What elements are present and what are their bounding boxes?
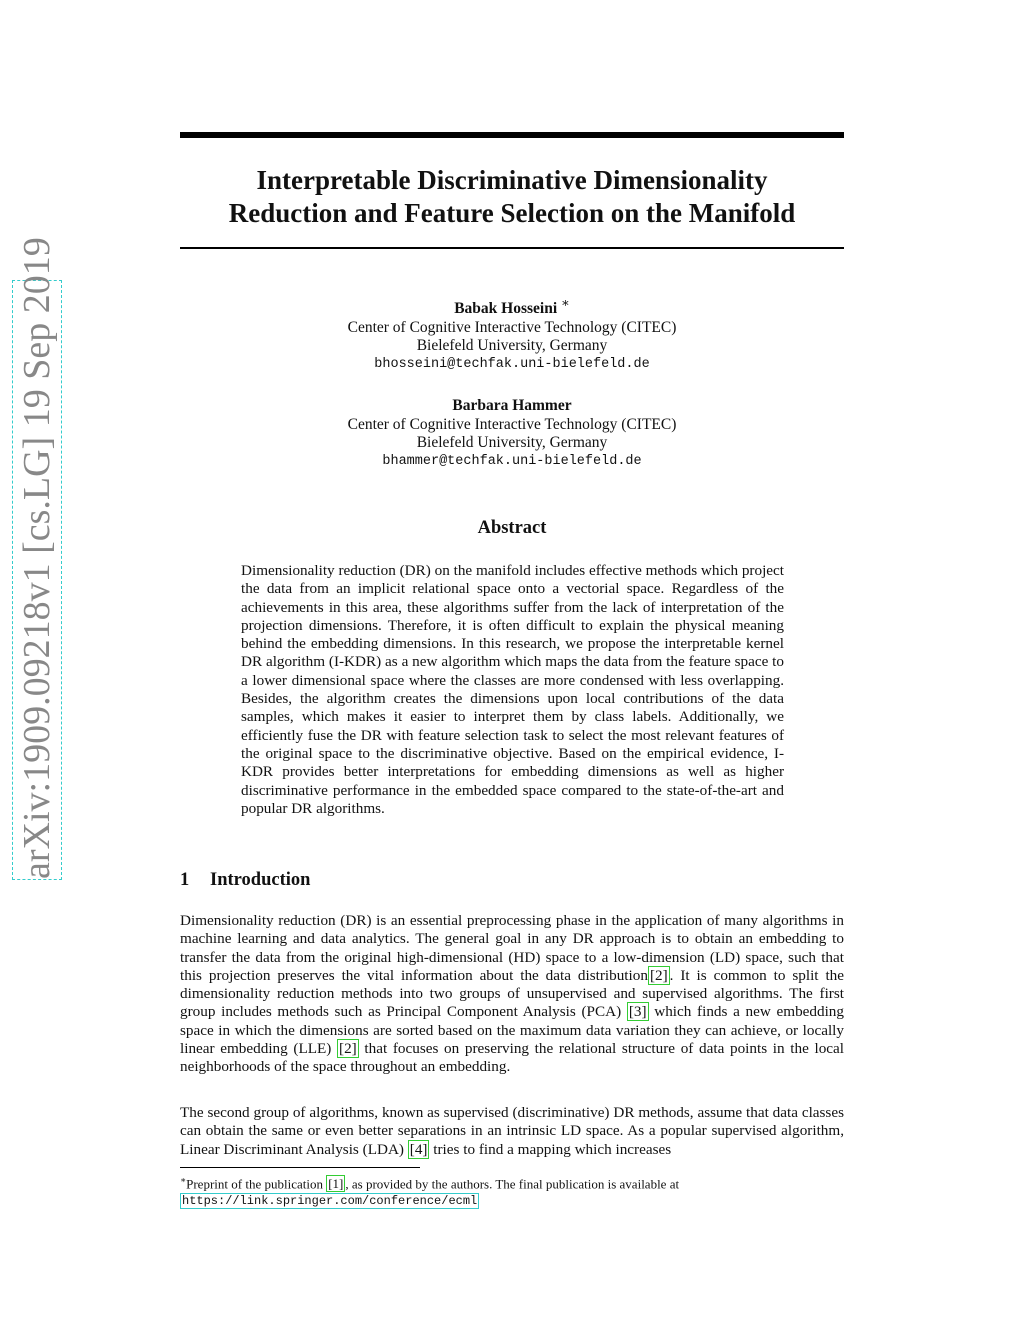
citation-link[interactable]: [4]: [409, 1140, 428, 1158]
section-number: 1: [180, 870, 190, 890]
abstract-text: Dimensionality reduction (DR) on the manifold includes effective methods which project the data from an implicit relational space onto a vectorial space. Regardless of the achievements in this area, these algorithms suffer from the lack of interpretation of the projection dimensions. Therefore, it is often difficult to explain the physical meaning behind the embedding dimensions. In this research, we propose the interpretable kernel DR algorithm (I-KDR) as a new algorithm which maps the data from the feature space to a lower dimensional space where the classes are more condensed with less overlapping. Besides, the algorithm creates the dimensions upon local contributions of the data samples, which makes it easier to interpret them by class labels. Additionally, we efficiently fuse the DR with feature selection task to select the most relevant features of the original space to the discriminative objective. Based on the empirical evidence, I-KDR provides better interpretations for embedding dimensions as well as higher discriminative performance in the embedded space compared to the state-of-the-art and popular DR algorithms.: [241, 562, 784, 817]
section-heading: [180, 870, 310, 891]
intro-paragraph-1: [180, 912, 844, 1077]
author-footnote-marker: ∗: [561, 295, 570, 310]
citation-link[interactable]: [1]: [328, 1176, 344, 1192]
author-institution: Bielefeld University, Germany: [416, 337, 608, 355]
paragraph-text: tries to find a mapping which increases: [429, 1140, 672, 1158]
author-email[interactable]: bhammer@techfak.uni-bielefeld.de: [382, 453, 642, 469]
arxiv-stamp: arXiv:1909.09218v1 [cs.LG] 19 Sep 2019: [12, 280, 62, 880]
publication-url-link[interactable]: https://link.springer.com/conference/ecml: [182, 1194, 478, 1209]
paragraph-text: which finds a new embedding space in which the dimensions are sorted based on the maximum data variation they can achieve, or locally linear embedding (LLE): [180, 1003, 844, 1058]
paragraph-text: . It is common to split the dimensionality reduction methods into two groups of unsupervised and supervised algorithms. The first group includes methods such as Principal Component Analysis (PCA): [180, 966, 844, 1021]
author-block-2: [180, 397, 844, 471]
section-title: Introduction: [210, 870, 311, 890]
title-top-rule: [180, 132, 844, 138]
intro-paragraph-2: [180, 1104, 844, 1159]
footnote-marker: ∗: [180, 1175, 187, 1185]
citation-link[interactable]: [2]: [339, 1040, 357, 1058]
footnote-text: , as provided by the authors. The final publication is available at: [345, 1176, 680, 1192]
paragraph-text: Dimensionality reduction (DR) is an essential preprocessing phase in the application of many algorithms in machine learning and data analytics. The general goal in any DR approach is to obtain an embedding to transfer the data from the original high-dimensional (HD) space to a low-dimension (LD) space, such that this projection preserves the vital information about the data distribution: [180, 912, 844, 984]
paragraph-text: The second group of algorithms, known as supervised (discriminative) DR methods, assume that data classes can obtain the same or even better separations in an intrinsic LD space. As a popular supervised algorithm, Linear Discriminant Analysis (LDA): [180, 1104, 844, 1158]
abstract-heading: Abstract: [477, 518, 547, 538]
author-name: Babak Hosseini: [454, 300, 558, 318]
paragraph-text: that focuses on preserving the relational structure of data points in the local neighborhoods of the space throughout an embedding.: [180, 1040, 844, 1076]
author-institution: Bielefeld University, Germany: [416, 434, 608, 451]
author-name: Barbara Hammer: [452, 397, 572, 414]
citation-link[interactable]: [2]: [649, 966, 668, 984]
author-name-line: [180, 294, 844, 319]
paper-title: [180, 164, 844, 230]
author-affiliation: Center of Cognitive Interactive Technology (CITEC): [347, 318, 677, 336]
title-line-1: Interpretable Discriminative Dimensionality: [256, 165, 768, 195]
footnote-text: Preprint of the publication: [186, 1176, 327, 1192]
author-affiliation: Center of Cognitive Interactive Technology (CITEC): [347, 415, 677, 433]
author-email[interactable]: bhosseini@techfak.uni-bielefeld.de: [374, 356, 650, 372]
title-line-2: Reduction and Feature Selection on the Manifold: [228, 198, 796, 228]
title-bottom-rule: [180, 247, 844, 249]
author-block-1: [180, 294, 844, 374]
footnote-rule: [180, 1167, 420, 1168]
footnote: [180, 1172, 844, 1209]
citation-link[interactable]: [3]: [628, 1003, 647, 1021]
